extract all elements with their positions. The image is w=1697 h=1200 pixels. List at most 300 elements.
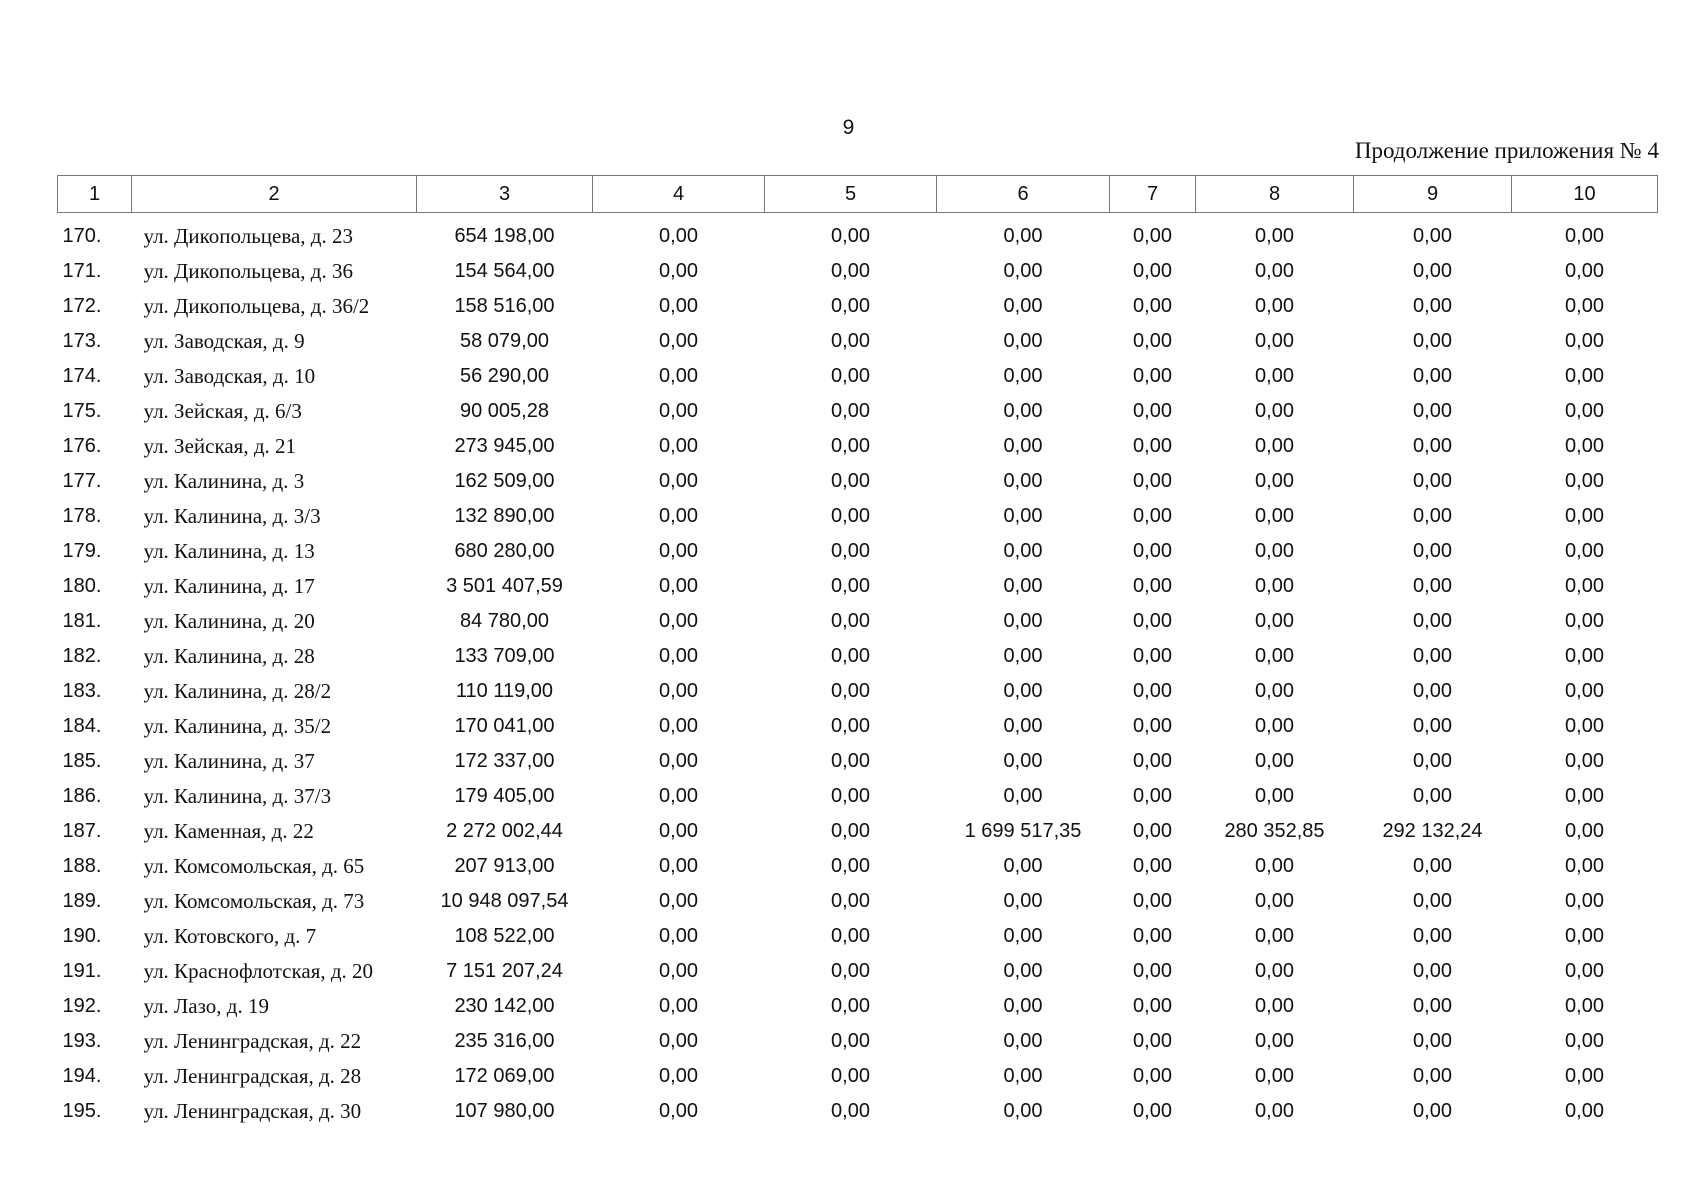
amount-cell: 0,00 [831, 855, 870, 877]
amount-cell: 0,00 [1413, 925, 1452, 947]
amount-cell: 0,00 [831, 750, 870, 772]
address-cell: ул. Калинина, д. 3 [143, 469, 305, 493]
amount-cell: 0,00 [659, 505, 698, 527]
amount-cell: 0,00 [831, 820, 870, 842]
address-cell: ул. Калинина, д. 17 [143, 574, 315, 598]
amount-cell: 0,00 [831, 575, 870, 597]
amount-cell: 0,00 [1003, 645, 1043, 667]
amount-cell: 0,00 [659, 225, 698, 247]
amount-cell: 0,00 [1003, 470, 1043, 492]
amount-cell: 0,00 [1255, 995, 1294, 1017]
amount-cell: 110 119,00 [455, 680, 554, 702]
row-number-cell: 184. [62, 715, 102, 737]
amount-cell: 0,00 [659, 890, 698, 912]
amount-cell: 0,00 [831, 995, 870, 1017]
amount-cell: 0,00 [659, 470, 698, 492]
column-header: 7 [1110, 176, 1196, 213]
amount-cell: 0,00 [1255, 610, 1294, 632]
amount-cell: 0,00 [1565, 1065, 1604, 1087]
table-row [58, 359, 1658, 394]
amount-cell: 0,00 [659, 960, 698, 982]
amount-cell: 0,00 [1413, 330, 1452, 352]
amount-cell: 0,00 [1133, 960, 1172, 982]
row-number-cell: 193. [62, 1030, 102, 1052]
table-row [58, 254, 1658, 289]
address-cell: ул. Калинина, д. 28 [143, 644, 315, 668]
row-number-cell: 173. [62, 330, 102, 352]
amount-cell: 0,00 [1413, 680, 1452, 702]
amount-cell: 0,00 [831, 890, 870, 912]
address-cell: ул. Калинина, д. 37/3 [143, 784, 332, 808]
amount-cell: 0,00 [1133, 890, 1172, 912]
amount-cell: 0,00 [1133, 1100, 1172, 1122]
amount-cell: 0,00 [659, 820, 698, 842]
address-cell: ул. Ленинградская, д. 30 [143, 1099, 362, 1123]
amount-cell: 0,00 [831, 645, 870, 667]
amount-cell: 0,00 [1133, 505, 1172, 527]
amount-cell: 0,00 [659, 295, 698, 317]
column-header: 8 [1196, 176, 1354, 213]
row-number-cell: 191. [62, 960, 102, 982]
address-cell: ул. Заводская, д. 10 [143, 364, 316, 388]
amount-cell: 0,00 [1565, 680, 1604, 702]
amount-cell: 0,00 [1003, 505, 1043, 527]
table-row [58, 849, 1658, 884]
amount-cell: 0,00 [1003, 365, 1043, 387]
table-header [58, 176, 1658, 213]
amount-cell: 0,00 [1413, 610, 1452, 632]
row-number-cell: 174. [62, 365, 102, 387]
amount-cell: 0,00 [1255, 260, 1294, 282]
column-header: 2 [132, 176, 417, 213]
amount-cell: 0,00 [659, 680, 698, 702]
continuation-label: Продолжение приложения № 4 [1354, 138, 1659, 163]
row-number-cell: 195. [62, 1100, 102, 1122]
column-header: 9 [1354, 176, 1512, 213]
table-row [58, 213, 1658, 255]
amount-cell: 90 005,28 [460, 400, 549, 422]
address-cell: ул. Ленинградская, д. 22 [143, 1029, 362, 1053]
amount-cell: 0,00 [1133, 680, 1172, 702]
amount-cell: 162 509,00 [454, 470, 555, 492]
amount-cell: 10 948 097,54 [440, 890, 569, 912]
row-number-cell: 194. [62, 1065, 102, 1087]
amount-cell: 0,00 [831, 295, 870, 317]
amount-cell: 7 151 207,24 [446, 960, 563, 982]
amount-cell: 0,00 [1133, 400, 1172, 422]
amount-cell: 158 516,00 [454, 295, 555, 317]
amount-cell: 0,00 [1413, 400, 1452, 422]
amount-cell: 0,00 [1003, 540, 1043, 562]
amount-cell: 0,00 [659, 645, 698, 667]
amount-cell: 0,00 [1413, 1030, 1452, 1052]
amount-cell: 0,00 [659, 575, 698, 597]
amount-cell: 0,00 [1133, 575, 1172, 597]
address-cell: ул. Калинина, д. 13 [143, 539, 315, 563]
amount-cell: 0,00 [1565, 575, 1604, 597]
amount-cell: 0,00 [1003, 400, 1043, 422]
amount-cell: 0,00 [1413, 260, 1452, 282]
amount-cell: 0,00 [1565, 855, 1604, 877]
address-cell: ул. Комсомольская, д. 73 [143, 889, 365, 913]
row-number-cell: 170. [62, 225, 102, 247]
amount-cell: 0,00 [1413, 890, 1452, 912]
row-number-cell: 186. [62, 785, 102, 807]
table-row [58, 709, 1658, 744]
address-cell: ул. Калинина, д. 35/2 [143, 714, 332, 738]
amount-cell: 0,00 [1255, 645, 1294, 667]
table-row [58, 884, 1658, 919]
address-cell: ул. Краснофлотская, д. 20 [143, 959, 374, 983]
amount-cell: 2 272 002,44 [446, 820, 563, 842]
amount-cell: 273 945,00 [454, 435, 555, 457]
amount-cell: 0,00 [1413, 960, 1452, 982]
address-cell: ул. Калинина, д. 3/3 [143, 504, 321, 528]
amount-cell: 0,00 [1133, 750, 1172, 772]
amount-cell: 0,00 [1133, 540, 1172, 562]
amount-cell: 0,00 [1565, 225, 1604, 247]
amount-cell: 0,00 [1133, 365, 1172, 387]
amount-cell: 0,00 [1003, 225, 1043, 247]
amount-cell: 280 352,85 [1224, 820, 1325, 842]
address-cell: ул. Зейская, д. 21 [143, 434, 297, 458]
amount-cell: 0,00 [1255, 435, 1294, 457]
amount-cell: 0,00 [659, 925, 698, 947]
amount-cell: 0,00 [831, 225, 870, 247]
amount-cell: 0,00 [1133, 995, 1172, 1017]
amount-cell: 0,00 [1003, 960, 1043, 982]
amount-cell: 179 405,00 [454, 785, 555, 807]
amount-cell: 0,00 [1133, 610, 1172, 632]
amount-cell: 0,00 [1003, 1030, 1043, 1052]
amount-cell: 0,00 [659, 1065, 698, 1087]
column-header: 10 [1512, 176, 1658, 213]
amount-cell: 0,00 [831, 260, 870, 282]
row-number-cell: 182. [62, 645, 102, 667]
row-number-cell: 181. [62, 610, 102, 632]
address-cell: ул. Калинина, д. 37 [143, 749, 315, 773]
address-cell: ул. Заводская, д. 9 [143, 329, 305, 353]
data-table [57, 175, 1658, 1129]
address-cell: ул. Лазо, д. 19 [143, 994, 269, 1018]
table-row [58, 674, 1658, 709]
amount-cell: 0,00 [659, 365, 698, 387]
table-body [58, 213, 1658, 1130]
amount-cell: 154 564,00 [454, 260, 555, 282]
amount-cell: 0,00 [1133, 715, 1172, 737]
amount-cell: 0,00 [1133, 925, 1172, 947]
amount-cell: 0,00 [659, 610, 698, 632]
column-header: 5 [765, 176, 937, 213]
amount-cell: 0,00 [1003, 435, 1043, 457]
amount-cell: 0,00 [1003, 855, 1043, 877]
amount-cell: 0,00 [1133, 645, 1172, 667]
amount-cell: 0,00 [1413, 995, 1452, 1017]
amount-cell: 0,00 [1413, 435, 1452, 457]
amount-cell: 0,00 [1413, 1065, 1452, 1087]
address-cell: ул. Дикопольцева, д. 36/2 [143, 294, 370, 318]
table-row [58, 779, 1658, 814]
amount-cell: 0,00 [1133, 1065, 1172, 1087]
amount-cell: 0,00 [1565, 925, 1604, 947]
amount-cell: 0,00 [659, 330, 698, 352]
amount-cell: 0,00 [1133, 225, 1172, 247]
address-cell: ул. Калинина, д. 28/2 [143, 679, 332, 703]
row-number-cell: 172. [62, 295, 102, 317]
row-number-cell: 180. [62, 575, 102, 597]
table-row [58, 744, 1658, 779]
amount-cell: 0,00 [1565, 330, 1604, 352]
amount-cell: 0,00 [1003, 680, 1043, 702]
amount-cell: 0,00 [659, 540, 698, 562]
amount-cell: 0,00 [1255, 750, 1294, 772]
amount-cell: 0,00 [1255, 1065, 1294, 1087]
table-row [58, 394, 1658, 429]
amount-cell: 0,00 [1565, 995, 1604, 1017]
amount-cell: 172 069,00 [454, 1065, 555, 1087]
address-cell: ул. Котовского, д. 7 [143, 924, 317, 948]
address-cell: ул. Дикопольцева, д. 36 [143, 259, 353, 283]
amount-cell: 0,00 [1565, 540, 1604, 562]
amount-cell: 0,00 [659, 855, 698, 877]
amount-cell: 0,00 [1133, 435, 1172, 457]
amount-cell: 0,00 [831, 365, 870, 387]
amount-cell: 0,00 [1003, 750, 1043, 772]
amount-cell: 0,00 [1565, 645, 1604, 667]
amount-cell: 0,00 [1003, 575, 1043, 597]
amount-cell: 0,00 [1413, 855, 1452, 877]
amount-cell: 0,00 [1413, 785, 1452, 807]
amount-cell: 0,00 [1255, 505, 1294, 527]
row-number-cell: 183. [62, 680, 102, 702]
header-row [58, 176, 1658, 213]
amount-cell: 0,00 [1413, 575, 1452, 597]
amount-cell: 132 890,00 [454, 505, 555, 527]
amount-cell: 0,00 [831, 470, 870, 492]
table-row [58, 604, 1658, 639]
amount-cell: 0,00 [831, 680, 870, 702]
amount-cell: 107 980,00 [454, 1100, 555, 1122]
amount-cell: 0,00 [1255, 925, 1294, 947]
address-cell: ул. Каменная, д. 22 [143, 819, 314, 843]
table-row [58, 814, 1658, 849]
table-row [58, 954, 1658, 989]
amount-cell: 292 132,24 [1382, 820, 1483, 842]
amount-cell: 172 337,00 [454, 750, 555, 772]
amount-cell: 0,00 [1003, 1100, 1043, 1122]
amount-cell: 0,00 [1003, 925, 1043, 947]
address-cell: ул. Дикопольцева, д. 23 [143, 224, 353, 248]
table-row [58, 1094, 1658, 1129]
row-number-cell: 190. [62, 925, 102, 947]
amount-cell: 0,00 [831, 505, 870, 527]
amount-cell: 0,00 [1255, 295, 1294, 317]
amount-cell: 0,00 [1255, 470, 1294, 492]
amount-cell: 0,00 [1255, 330, 1294, 352]
amount-cell: 0,00 [1565, 505, 1604, 527]
amount-cell: 235 316,00 [454, 1030, 555, 1052]
amount-cell: 0,00 [1003, 1065, 1043, 1087]
table-row [58, 919, 1658, 954]
amount-cell: 0,00 [1413, 1100, 1452, 1122]
amount-cell: 0,00 [1565, 400, 1604, 422]
table-row [58, 639, 1658, 674]
amount-cell: 0,00 [831, 435, 870, 457]
amount-cell: 0,00 [1565, 365, 1604, 387]
amount-cell: 0,00 [1565, 715, 1604, 737]
table-row [58, 429, 1658, 464]
table-row [58, 1024, 1658, 1059]
amount-cell: 0,00 [1413, 365, 1452, 387]
amount-cell: 0,00 [1565, 1030, 1604, 1052]
amount-cell: 0,00 [1255, 960, 1294, 982]
amount-cell: 0,00 [1255, 890, 1294, 912]
amount-cell: 0,00 [1413, 715, 1452, 737]
amount-cell: 0,00 [1565, 820, 1604, 842]
amount-cell: 0,00 [1133, 785, 1172, 807]
address-cell: ул. Комсомольская, д. 65 [143, 854, 365, 878]
amount-cell: 0,00 [831, 715, 870, 737]
amount-cell: 0,00 [1565, 890, 1604, 912]
amount-cell: 0,00 [1255, 855, 1294, 877]
amount-cell: 170 041,00 [454, 715, 555, 737]
address-cell: ул. Ленинградская, д. 28 [143, 1064, 362, 1088]
column-header: 6 [937, 176, 1110, 213]
amount-cell: 0,00 [659, 260, 698, 282]
column-header: 3 [417, 176, 593, 213]
page-number: 9 [842, 116, 855, 139]
amount-cell: 0,00 [1255, 785, 1294, 807]
amount-cell: 0,00 [1565, 960, 1604, 982]
amount-cell: 133 709,00 [454, 645, 555, 667]
amount-cell: 207 913,00 [454, 855, 555, 877]
amount-cell: 0,00 [831, 400, 870, 422]
amount-cell: 0,00 [1565, 785, 1604, 807]
amount-cell: 0,00 [659, 1030, 698, 1052]
table-row [58, 1059, 1658, 1094]
amount-cell: 0,00 [1565, 435, 1604, 457]
amount-cell: 1 699 517,35 [964, 820, 1082, 842]
amount-cell: 0,00 [1133, 820, 1172, 842]
amount-cell: 0,00 [659, 400, 698, 422]
amount-cell: 0,00 [1565, 295, 1604, 317]
amount-cell: 0,00 [1133, 470, 1172, 492]
amount-cell: 84 780,00 [460, 610, 549, 632]
row-number-cell: 187. [62, 820, 102, 842]
row-number-cell: 179. [62, 540, 102, 562]
amount-cell: 0,00 [1003, 295, 1043, 317]
amount-cell: 0,00 [1133, 1030, 1172, 1052]
amount-cell: 0,00 [659, 785, 698, 807]
amount-cell: 3 501 407,59 [446, 575, 563, 597]
row-number-cell: 171. [62, 260, 102, 282]
table-row [58, 464, 1658, 499]
table-row [58, 569, 1658, 604]
amount-cell: 0,00 [1133, 260, 1172, 282]
amount-cell: 0,00 [659, 715, 698, 737]
amount-cell: 0,00 [1413, 750, 1452, 772]
table-row [58, 534, 1658, 569]
amount-cell: 0,00 [659, 435, 698, 457]
table-row [58, 289, 1658, 324]
amount-cell: 0,00 [1133, 295, 1172, 317]
amount-cell: 0,00 [1413, 540, 1452, 562]
amount-cell: 0,00 [831, 925, 870, 947]
table-row [58, 324, 1658, 359]
amount-cell: 654 198,00 [454, 225, 555, 247]
amount-cell: 0,00 [1255, 1100, 1294, 1122]
row-number-cell: 188. [62, 855, 102, 877]
row-number-cell: 192. [62, 995, 102, 1017]
amount-cell: 0,00 [1003, 890, 1043, 912]
row-number-cell: 175. [62, 400, 102, 422]
table-row [58, 989, 1658, 1024]
amount-cell: 0,00 [1413, 225, 1452, 247]
amount-cell: 0,00 [1413, 470, 1452, 492]
amount-cell: 0,00 [1255, 715, 1294, 737]
amount-cell: 0,00 [1003, 260, 1043, 282]
amount-cell: 0,00 [1565, 610, 1604, 632]
amount-cell: 0,00 [1565, 1100, 1604, 1122]
column-header: 4 [593, 176, 765, 213]
amount-cell: 0,00 [831, 960, 870, 982]
amount-cell: 0,00 [659, 750, 698, 772]
row-number-cell: 176. [62, 435, 102, 457]
amount-cell: 0,00 [831, 540, 870, 562]
amount-cell: 58 079,00 [460, 330, 549, 352]
amount-cell: 108 522,00 [454, 925, 555, 947]
row-number-cell: 178. [62, 505, 102, 527]
amount-cell: 0,00 [1133, 855, 1172, 877]
amount-cell: 0,00 [1413, 295, 1452, 317]
amount-cell: 0,00 [1565, 750, 1604, 772]
amount-cell: 0,00 [1003, 610, 1043, 632]
amount-cell: 0,00 [1565, 260, 1604, 282]
amount-cell: 0,00 [1565, 470, 1604, 492]
column-header: 1 [58, 176, 132, 213]
amount-cell: 680 280,00 [454, 540, 555, 562]
amount-cell: 0,00 [1003, 330, 1043, 352]
amount-cell: 0,00 [1003, 785, 1043, 807]
amount-cell: 0,00 [1413, 505, 1452, 527]
amount-cell: 0,00 [1255, 225, 1294, 247]
amount-cell: 230 142,00 [454, 995, 555, 1017]
amount-cell: 0,00 [831, 1100, 870, 1122]
amount-cell: 0,00 [831, 785, 870, 807]
address-cell: ул. Калинина, д. 20 [143, 609, 315, 633]
amount-cell: 0,00 [1255, 1030, 1294, 1052]
amount-cell: 0,00 [659, 995, 698, 1017]
amount-cell: 0,00 [1003, 995, 1043, 1017]
amount-cell: 0,00 [1003, 715, 1043, 737]
row-number-cell: 185. [62, 750, 102, 772]
row-number-cell: 177. [62, 470, 102, 492]
amount-cell: 0,00 [1255, 540, 1294, 562]
amount-cell: 0,00 [1255, 365, 1294, 387]
amount-cell: 0,00 [831, 330, 870, 352]
amount-cell: 56 290,00 [460, 365, 549, 387]
amount-cell: 0,00 [659, 1100, 698, 1122]
amount-cell: 0,00 [1255, 575, 1294, 597]
address-cell: ул. Зейская, д. 6/3 [143, 399, 302, 423]
row-number-cell: 189. [62, 890, 102, 912]
amount-cell: 0,00 [1255, 400, 1294, 422]
amount-cell: 0,00 [1255, 680, 1294, 702]
amount-cell: 0,00 [831, 1030, 870, 1052]
amount-cell: 0,00 [1413, 645, 1452, 667]
amount-cell: 0,00 [831, 1065, 870, 1087]
table-row [58, 499, 1658, 534]
